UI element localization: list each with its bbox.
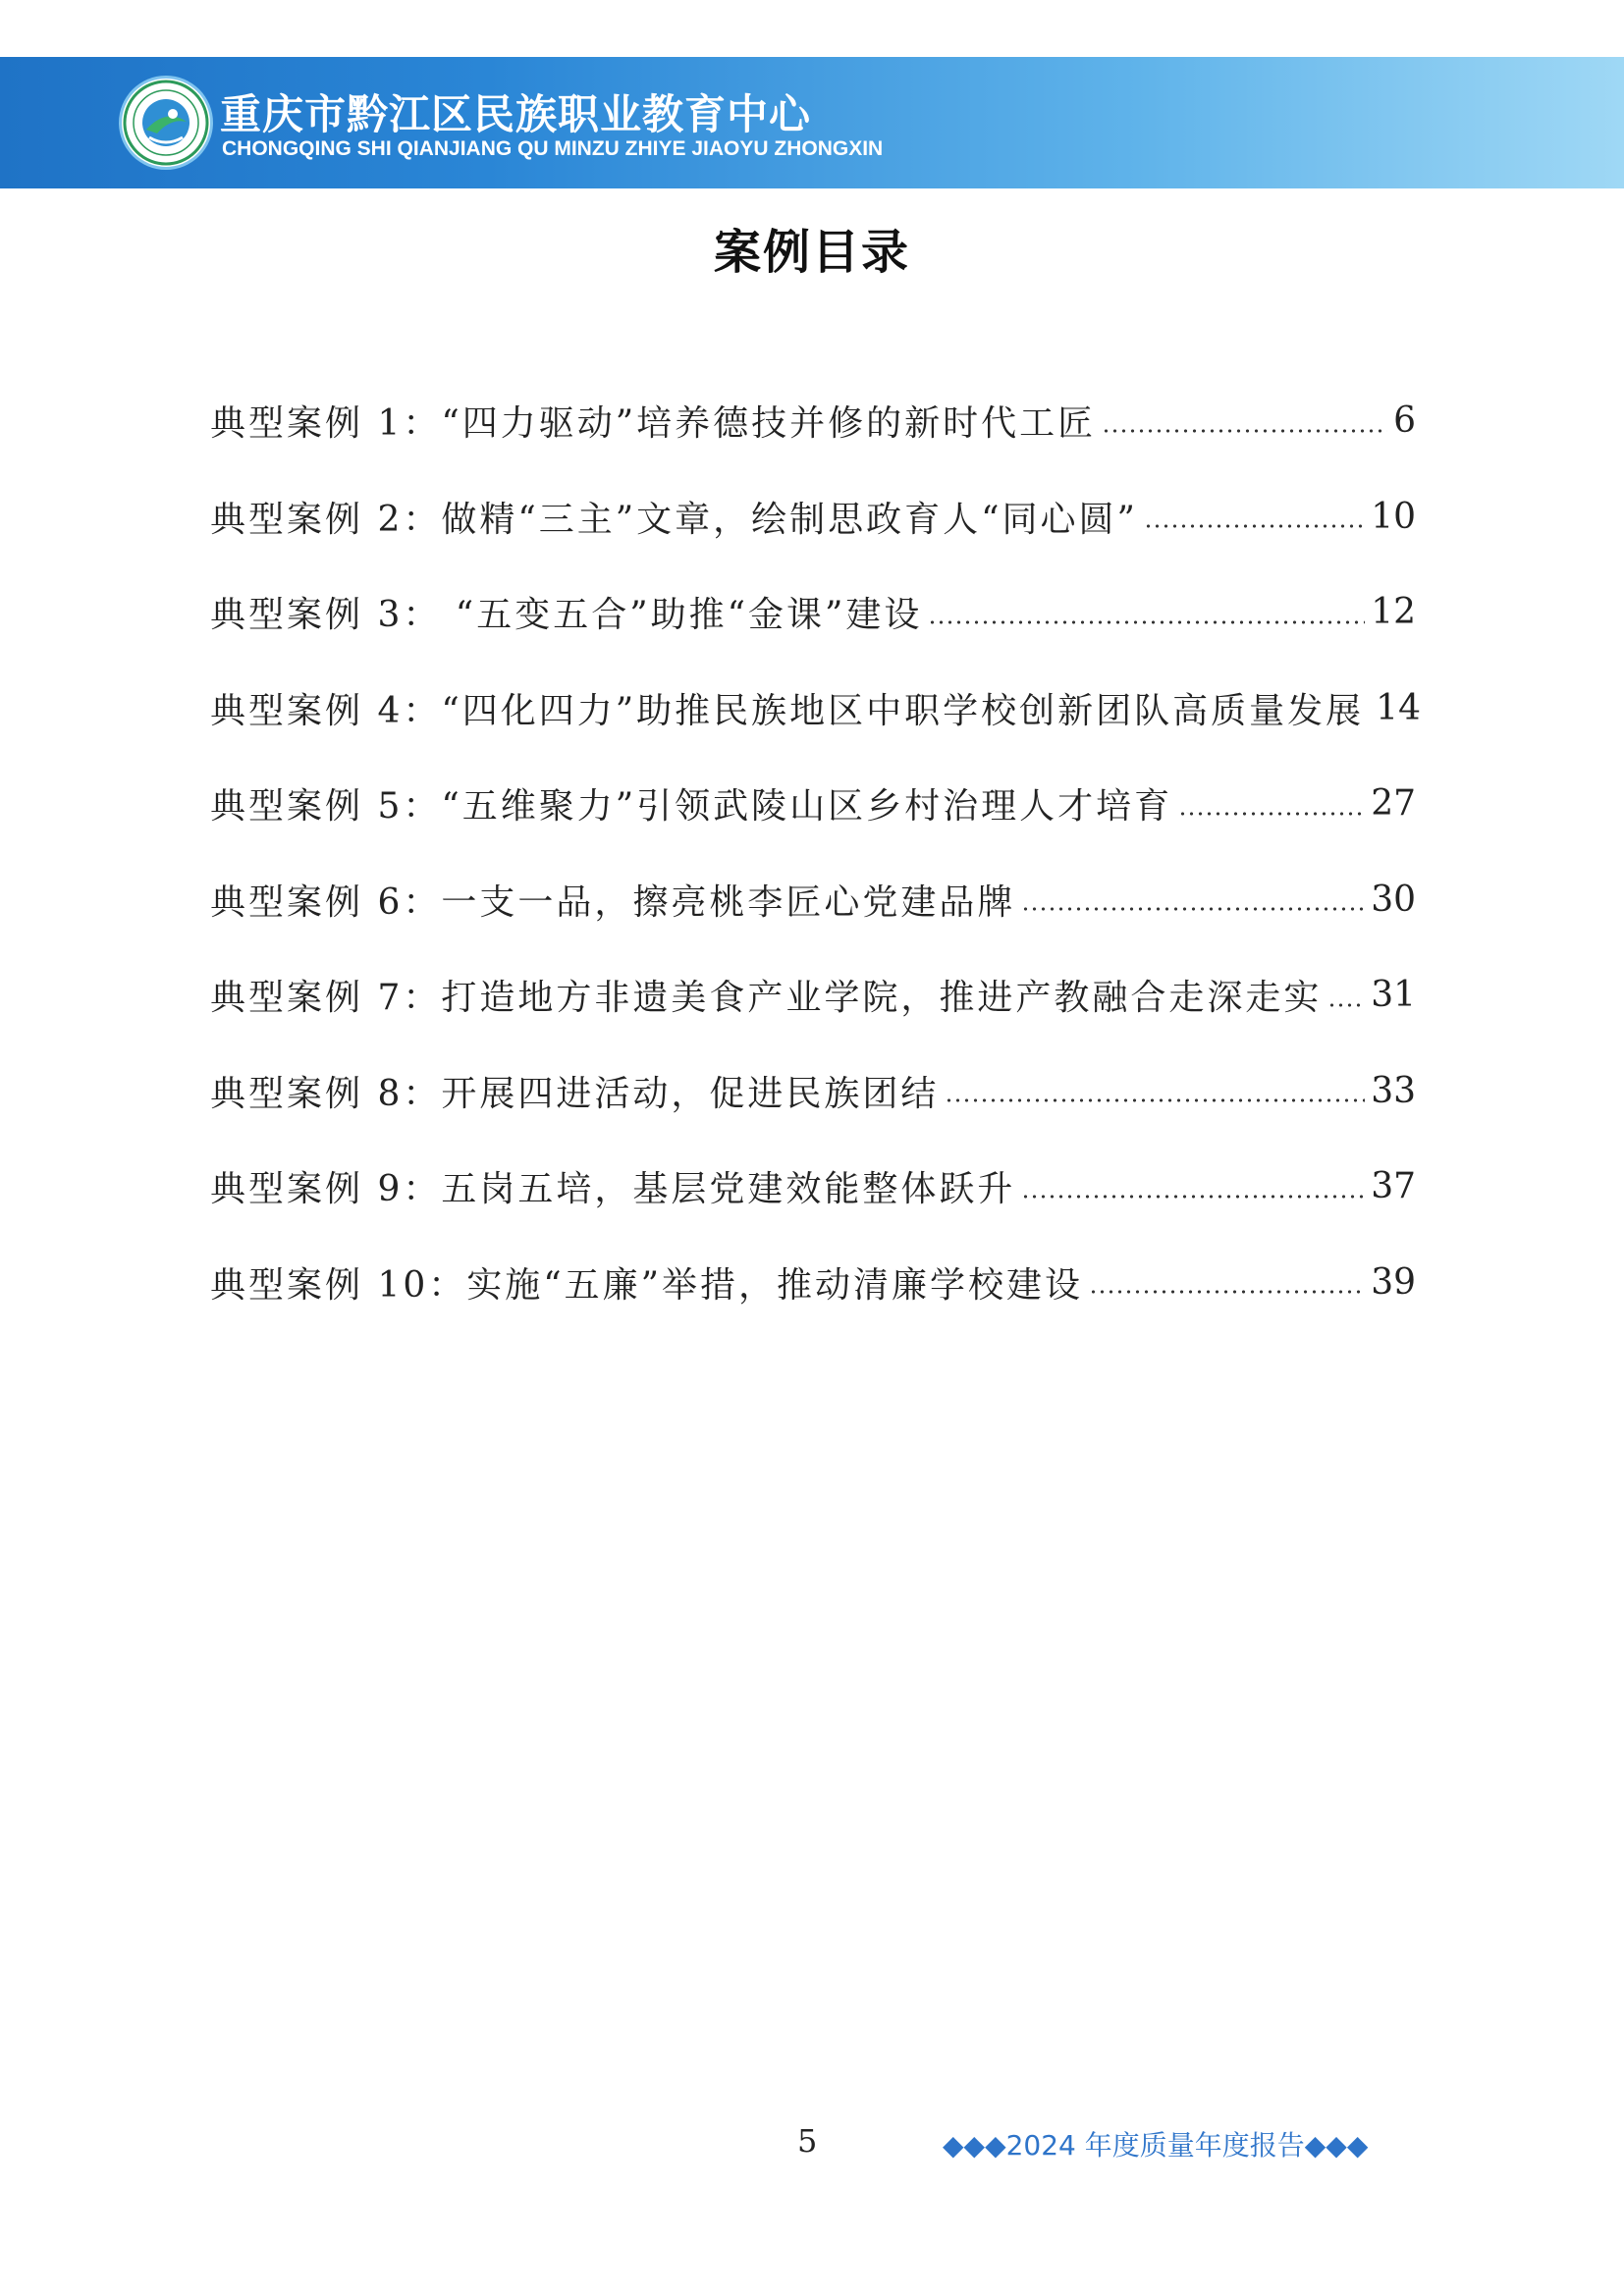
school-logo-icon [122, 79, 210, 167]
toc-entry-label: 典型案例 6：一支一品，擦亮桃李匠心党建品牌 [210, 881, 1016, 923]
toc-entry-page: 39 [1371, 1261, 1416, 1303]
page-header-banner [0, 57, 1624, 188]
toc-dot-leader [1021, 1194, 1365, 1200]
toc-entry-label: 典型案例 10：实施“五廉”举措，推动清廉学校建设 [210, 1264, 1084, 1306]
toc-entry-label: 典型案例 9：五岗五培，基层党建效能整体跃升 [210, 1169, 1016, 1210]
toc-dot-leader [1178, 811, 1365, 817]
toc-entry-page: 37 [1371, 1166, 1416, 1207]
report-footer-label: ◆◆◆2024 年度质量年度报告◆◆◆ [943, 2129, 1369, 2162]
toc-entry-page: 14 [1376, 687, 1421, 728]
table-of-contents [210, 373, 1421, 1330]
toc-entry[interactable] [210, 1139, 1416, 1235]
toc-entry-label: 典型案例 7：打造地方非遗美食产业学院，推进产教融合走深走实 [210, 978, 1323, 1019]
toc-entry-page: 27 [1371, 783, 1416, 825]
toc-entry-label: 典型案例 4：“四化四力”助推民族地区中职学校创新团队高质量发展 [210, 690, 1365, 731]
page-title: 案例目录 [713, 225, 910, 280]
toc-entry-page: 31 [1371, 975, 1416, 1016]
toc-dot-leader [945, 1097, 1365, 1103]
school-name: 重庆市黔江区民族职业教育中心 [220, 90, 812, 138]
toc-entry-label: 典型案例 8：开展四进活动，促进民族团结 [210, 1073, 940, 1114]
toc-entry[interactable] [210, 1235, 1416, 1331]
toc-entry[interactable] [210, 661, 1421, 757]
toc-dot-leader [1021, 906, 1365, 912]
toc-entry[interactable] [210, 564, 1416, 661]
toc-entry-label: 典型案例 2：做精“三主”文章，绘制思政育人“同心圆” [210, 499, 1138, 540]
toc-dot-leader [1089, 1289, 1365, 1295]
toc-entry-label: 典型案例 1：“四力驱动”培养德技并修的新时代工匠 [210, 403, 1097, 445]
toc-entry-page: 10 [1371, 496, 1416, 537]
toc-entry[interactable] [210, 947, 1416, 1043]
page-number: 5 [797, 2122, 818, 2160]
toc-entry-page: 6 [1393, 400, 1416, 442]
toc-dot-leader [1102, 428, 1387, 434]
toc-entry-page: 33 [1371, 1070, 1416, 1111]
toc-entry[interactable] [210, 756, 1416, 852]
toc-dot-leader [928, 619, 1365, 625]
school-name-english: CHONGQING SHI QIANJIANG QU MINZU ZHIYE JIAOYU ZHONGXIN [222, 137, 884, 160]
toc-entry[interactable] [210, 1043, 1416, 1140]
toc-entry-page: 12 [1371, 592, 1416, 633]
toc-dot-leader [1327, 1002, 1365, 1008]
toc-entry[interactable] [210, 373, 1416, 469]
toc-entry-label: 典型案例 3： “五变五合”助推“金课”建设 [210, 595, 923, 636]
toc-dot-leader [1144, 523, 1365, 529]
toc-entry[interactable] [210, 469, 1416, 565]
toc-entry[interactable] [210, 852, 1416, 948]
toc-entry-page: 30 [1371, 879, 1416, 920]
toc-entry-label: 典型案例 5：“五维聚力”引领武陵山区乡村治理人才培育 [210, 786, 1173, 828]
